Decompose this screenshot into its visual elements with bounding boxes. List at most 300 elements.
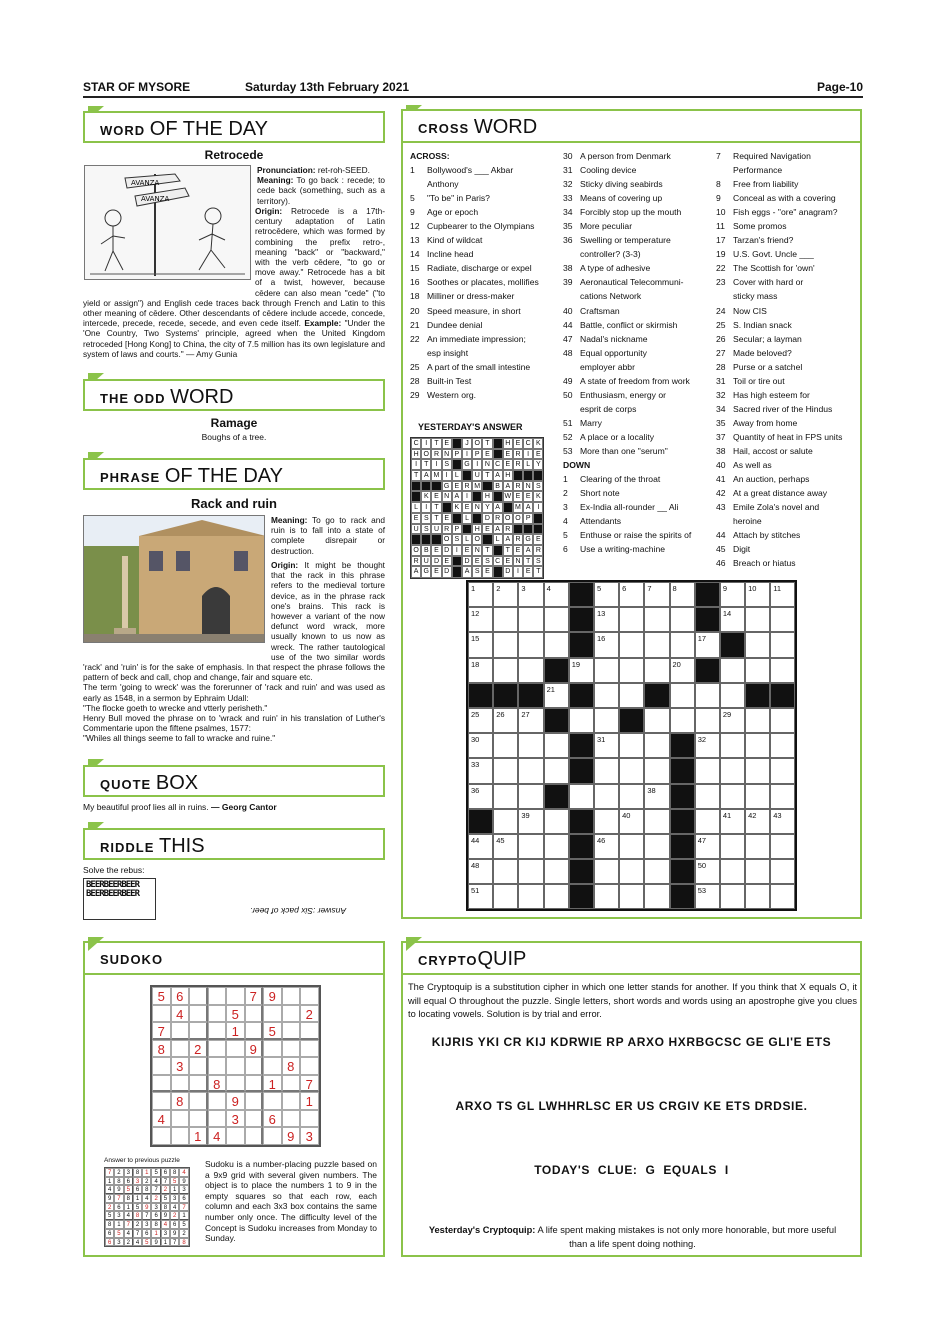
sudoku-cell[interactable] <box>208 1022 227 1040</box>
crossword-cell[interactable] <box>745 809 770 834</box>
black-square <box>569 884 594 909</box>
crossword-cell[interactable] <box>670 708 695 733</box>
crossword-cell[interactable] <box>619 607 644 632</box>
answer-cell: 5 <box>170 1177 179 1186</box>
crossword-cell[interactable] <box>720 784 745 809</box>
crossword-cell[interactable] <box>493 658 518 683</box>
clue-text: Craftsman <box>580 305 620 316</box>
crossword-cell[interactable] <box>720 708 745 733</box>
clue-number: 25 <box>410 361 420 372</box>
clue-number: 2 <box>563 488 568 499</box>
answer-cell: 5 <box>124 1185 133 1194</box>
black-square <box>544 658 569 683</box>
crossword-cell[interactable] <box>594 809 619 834</box>
clue-text: Swelling or temperature <box>580 235 671 246</box>
answer-letter: R <box>513 459 523 470</box>
clue-text: Short note <box>580 488 620 499</box>
sudoku-cell[interactable] <box>282 1075 301 1093</box>
crossword-cell[interactable] <box>770 758 795 783</box>
crossword-cell[interactable] <box>745 658 770 683</box>
cell-number: 53 <box>697 886 707 896</box>
crossword-cell[interactable] <box>619 683 644 708</box>
crossword-cell[interactable] <box>468 632 493 657</box>
crossword-cell[interactable] <box>745 607 770 632</box>
yesterday-cryptoquip-text: A life spent making mistakes is not only more honorable, but more useful than a life spent doing nothing. <box>537 1225 837 1249</box>
sudoku-cell[interactable] <box>245 1092 264 1110</box>
clue-text: Free from liability <box>733 179 799 190</box>
crossword-cell[interactable] <box>770 884 795 909</box>
quote-box-header <box>83 765 385 797</box>
answer-letter: R <box>442 524 452 535</box>
crossword-cell[interactable] <box>544 733 569 758</box>
crossword-cell[interactable] <box>644 607 669 632</box>
crossword-cell[interactable] <box>695 632 720 657</box>
cell-number: 33 <box>471 760 480 770</box>
black-square <box>569 834 594 859</box>
crossword-cell[interactable] <box>670 607 695 632</box>
answer-letter: E <box>482 524 492 535</box>
crossword-cell[interactable] <box>493 809 518 834</box>
clue-row <box>563 289 713 303</box>
sudoku-cell[interactable] <box>208 1057 227 1075</box>
answer-cell: 6 <box>105 1238 114 1247</box>
crossword-cell[interactable] <box>493 784 518 809</box>
meaning-label: Meaning: <box>257 175 294 186</box>
crossword-cell[interactable] <box>695 758 720 783</box>
crossword-cell[interactable] <box>619 658 644 683</box>
clue-text: Enthuse or raise the spirits of <box>580 530 692 541</box>
meaning-label: Meaning: <box>271 515 308 525</box>
sudoku-cell[interactable] <box>263 1092 282 1110</box>
crossword-cell[interactable] <box>644 884 669 909</box>
crossword-cell[interactable] <box>619 859 644 884</box>
sudoku-cell[interactable] <box>282 1022 301 1040</box>
sudoku-cell[interactable] <box>263 1040 282 1058</box>
crossword-cell[interactable] <box>493 632 518 657</box>
clue-text: Toil or tire out <box>733 375 785 386</box>
sudoku-cell[interactable] <box>208 1092 227 1110</box>
crossword-cell[interactable] <box>544 809 569 834</box>
crossword-cell[interactable] <box>569 658 594 683</box>
crossword-cell[interactable] <box>493 834 518 859</box>
clue-text: controller? (3-3) <box>580 249 641 260</box>
crossword-cell[interactable] <box>619 809 644 834</box>
crossword-cell[interactable] <box>770 809 795 834</box>
sudoku-cell[interactable] <box>282 1005 301 1023</box>
crossword-cell[interactable] <box>493 582 518 607</box>
crossword-cell[interactable] <box>695 733 720 758</box>
sudoku-cell[interactable] <box>263 1127 282 1145</box>
crossword-cell[interactable] <box>770 733 795 758</box>
cell-number: 9 <box>722 584 728 593</box>
sudoku-cell[interactable] <box>282 1110 301 1128</box>
answer-letter: L <box>411 502 421 513</box>
clue-row <box>563 542 713 556</box>
crossword-cell[interactable] <box>720 809 745 834</box>
cell-number: 38 <box>647 785 656 795</box>
sudoku-cell[interactable] <box>263 1005 282 1023</box>
crossword-cell[interactable] <box>518 758 543 783</box>
crossword-cell[interactable] <box>644 834 669 859</box>
clue-number: 9 <box>410 207 415 218</box>
sudoku-cell[interactable] <box>171 1022 190 1040</box>
crossword-cell[interactable] <box>720 834 745 859</box>
clue-number: 36 <box>563 235 573 246</box>
phrase-meaning-block <box>271 515 385 556</box>
sudoku-cell[interactable] <box>245 1075 264 1093</box>
answer-letter: J <box>462 438 472 449</box>
down-label: DOWN <box>563 460 591 471</box>
crossword-cell[interactable] <box>745 758 770 783</box>
crossword-cell[interactable] <box>493 859 518 884</box>
clue-row <box>716 177 856 191</box>
crossword-cell[interactable] <box>518 658 543 683</box>
crossword-cell[interactable] <box>493 607 518 632</box>
crossword-grid[interactable] <box>466 580 797 911</box>
crossword-cell[interactable] <box>619 834 644 859</box>
crossword-cell[interactable] <box>518 733 543 758</box>
answer-cell: 6 <box>124 1177 133 1186</box>
crossword-cell[interactable] <box>770 582 795 607</box>
crossword-cell[interactable] <box>770 632 795 657</box>
crossword-cell[interactable] <box>670 683 695 708</box>
sudoku-cell[interactable] <box>208 987 227 1005</box>
crossword-cell[interactable] <box>720 758 745 783</box>
crossword-cell[interactable] <box>594 658 619 683</box>
crossword-cell[interactable] <box>518 632 543 657</box>
clue-text: A type of adhesive <box>580 263 651 274</box>
clue-number: 51 <box>563 417 573 428</box>
crossword-cell[interactable] <box>619 884 644 909</box>
sudoku-cell[interactable] <box>189 1022 208 1040</box>
crossword-cell[interactable] <box>493 708 518 733</box>
sudoku-cell[interactable] <box>171 1127 190 1145</box>
sudoku-cell[interactable] <box>152 1057 171 1075</box>
crossword-cell[interactable] <box>468 582 493 607</box>
crossword-cell[interactable] <box>745 884 770 909</box>
crossword-cell[interactable] <box>770 708 795 733</box>
clue-number: 47 <box>563 333 573 344</box>
sudoku-grid[interactable] <box>150 985 321 1147</box>
sudoku-cell[interactable] <box>300 1057 319 1075</box>
clue-number: 25 <box>716 319 726 330</box>
crossword-cell[interactable] <box>770 834 795 859</box>
crossword-cell[interactable] <box>518 809 543 834</box>
clue-text: Attendants <box>580 516 622 527</box>
crossword-cell[interactable] <box>619 733 644 758</box>
sudoku-cell[interactable] <box>300 1040 319 1058</box>
crossword-cell[interactable] <box>468 859 493 884</box>
crossword-cell[interactable] <box>594 582 619 607</box>
sudoku-cell: 7 <box>300 1075 319 1093</box>
clue-number <box>716 514 733 528</box>
sudoku-cell: 5 <box>152 987 171 1005</box>
sudoku-cell[interactable] <box>226 1057 245 1075</box>
crossword-cell[interactable] <box>695 708 720 733</box>
cell-number: 4 <box>546 584 551 593</box>
crossword-cell[interactable] <box>569 708 594 733</box>
example-text: "Under the 'One Country, Two Systems' principle, agreed when the United Kingdom retroceded [Hong Kong] to China, the city of 7.5 million has its own legislature and system of laws and courts." — Amy Gunia <box>83 318 385 359</box>
crossword-cell[interactable] <box>619 758 644 783</box>
sudoku-cell[interactable] <box>152 1075 171 1093</box>
crossword-cell[interactable] <box>695 683 720 708</box>
sudoku-cell: 1 <box>300 1092 319 1110</box>
clue-row <box>563 275 713 289</box>
sudoku-description: Sudoku is a number-placing puzzle based on a 9x9 grid with several given numbers. The object is to place the numbers 1 to 9 in the empty squares so that each row, each column and each 3x3 box contains the same number only once. The difficulty level of the Concept is Sudoku increases from Monday to Sunday. <box>205 1159 377 1244</box>
crossword-cell[interactable] <box>518 884 543 909</box>
crossword-cell[interactable] <box>468 784 493 809</box>
clue-text: A person from Denmark <box>580 151 671 161</box>
crossword-cell[interactable] <box>745 708 770 733</box>
clue-row <box>563 388 713 402</box>
crossword-cell[interactable] <box>544 834 569 859</box>
sudoku-cell[interactable] <box>152 1005 171 1023</box>
answer-cell: 7 <box>151 1185 160 1194</box>
answer-cell: 1 <box>161 1238 170 1247</box>
sudoku-cell[interactable] <box>245 1110 264 1128</box>
answer-letter: D <box>482 513 492 524</box>
crossword-cell[interactable] <box>644 582 669 607</box>
crossword-cell[interactable] <box>720 582 745 607</box>
sudoku-cell[interactable] <box>300 1110 319 1128</box>
crossword-cell[interactable] <box>695 884 720 909</box>
crossword-cell[interactable] <box>544 758 569 783</box>
crossword-cell[interactable] <box>695 859 720 884</box>
clue-text: Speed measure, in short <box>427 305 521 316</box>
answer-letter: E <box>513 491 523 502</box>
crossword-cell[interactable] <box>544 582 569 607</box>
clue-text: Aeronautical Telecommuni- <box>580 277 684 288</box>
clue-row <box>716 402 856 416</box>
crossword-cell[interactable] <box>518 784 543 809</box>
sudoku-cell[interactable] <box>226 1040 245 1058</box>
crossword-cell[interactable] <box>695 784 720 809</box>
crossword-cell[interactable] <box>670 658 695 683</box>
answer-letter: G <box>421 566 431 578</box>
answer-letter: I <box>523 449 533 460</box>
crossword-cell[interactable] <box>745 733 770 758</box>
crossword-cell[interactable] <box>544 683 569 708</box>
crossword-cell[interactable] <box>720 683 745 708</box>
clue-row <box>410 219 560 233</box>
sudoku-cell[interactable] <box>245 1127 264 1145</box>
crossword-cell[interactable] <box>644 658 669 683</box>
answer-letter: T <box>431 513 441 524</box>
answer-letter: P <box>472 449 482 460</box>
crossword-cell[interactable] <box>544 607 569 632</box>
section-title-small: CROSS <box>418 121 470 136</box>
crossword-cell[interactable] <box>468 658 493 683</box>
black-square <box>493 449 503 460</box>
sudoku-cell[interactable] <box>245 1057 264 1075</box>
sudoku-cell[interactable] <box>152 1127 171 1145</box>
sudoku-cell[interactable] <box>282 987 301 1005</box>
sudoku-cell[interactable] <box>189 987 208 1005</box>
black-square <box>493 545 503 556</box>
answer-cell: 6 <box>133 1185 142 1194</box>
section-title-big: WORD <box>473 116 538 138</box>
sudoku-cell[interactable] <box>226 1075 245 1093</box>
sudoku-cell[interactable] <box>300 1022 319 1040</box>
crossword-cell[interactable] <box>594 834 619 859</box>
answer-letter: E <box>431 491 441 502</box>
answer-cell: 1 <box>124 1203 133 1212</box>
crossword-cell[interactable] <box>544 632 569 657</box>
crossword-cell[interactable] <box>569 784 594 809</box>
crossword-cell[interactable] <box>594 784 619 809</box>
clue-number: 32 <box>563 179 573 190</box>
crossword-cell[interactable] <box>518 607 543 632</box>
sudoku-cell[interactable] <box>189 1075 208 1093</box>
crossword-cell[interactable] <box>518 834 543 859</box>
sudoku-cell[interactable] <box>208 1110 227 1128</box>
sudoku-cell[interactable] <box>171 1075 190 1093</box>
crossword-cell[interactable] <box>745 834 770 859</box>
cell-number: 25 <box>471 709 480 719</box>
sudoku-cell[interactable] <box>263 1057 282 1075</box>
crossword-cell[interactable] <box>695 834 720 859</box>
crossword-cell[interactable] <box>644 632 669 657</box>
black-square <box>472 513 482 524</box>
crossword-cell[interactable] <box>644 708 669 733</box>
crossword-cell[interactable] <box>720 658 745 683</box>
crossword-cell[interactable] <box>720 733 745 758</box>
sudoku-cell[interactable] <box>226 987 245 1005</box>
crossword-cell[interactable] <box>745 632 770 657</box>
answer-letter: A <box>523 545 533 556</box>
crossword-cell[interactable] <box>644 733 669 758</box>
crossword-cell[interactable] <box>594 607 619 632</box>
crossword-cell[interactable] <box>468 758 493 783</box>
sudoku-cell[interactable] <box>226 1127 245 1145</box>
crossword-cell[interactable] <box>594 632 619 657</box>
crossword-cell[interactable] <box>468 834 493 859</box>
crossword-cell[interactable] <box>745 784 770 809</box>
crossword-cell[interactable] <box>493 884 518 909</box>
crossword-cell[interactable] <box>468 607 493 632</box>
clue-number: 29 <box>410 389 420 400</box>
sudoku-cell[interactable] <box>189 1005 208 1023</box>
crossword-cell[interactable] <box>644 784 669 809</box>
black-square <box>619 708 644 733</box>
crossword-cell[interactable] <box>594 758 619 783</box>
clue-row <box>563 486 713 500</box>
sudoku-cell[interactable] <box>208 1040 227 1058</box>
crossword-cell[interactable] <box>644 758 669 783</box>
crossword-cell[interactable] <box>770 607 795 632</box>
crossword-cell[interactable] <box>468 708 493 733</box>
sudoku-cell: 4 <box>152 1110 171 1128</box>
sudoku-cell[interactable] <box>282 1040 301 1058</box>
crossword-cell[interactable] <box>594 859 619 884</box>
sudoku-cell[interactable] <box>300 987 319 1005</box>
clue-text: Equal opportunity <box>580 347 647 358</box>
crossword-cell[interactable] <box>770 859 795 884</box>
answer-letter: A <box>503 534 513 545</box>
crossword-cell[interactable] <box>493 733 518 758</box>
sudoku-cell[interactable] <box>152 1092 171 1110</box>
sudoku-cell[interactable] <box>189 1110 208 1128</box>
todays-clue: TODAY'S CLUE: G EQUALS I <box>534 1163 729 1177</box>
crossword-cell[interactable] <box>594 683 619 708</box>
clue-row <box>716 205 856 219</box>
answer-letter: A <box>493 524 503 535</box>
crossword-cell[interactable] <box>493 758 518 783</box>
sudoku-cell[interactable] <box>189 1092 208 1110</box>
answer-letter: H <box>503 470 513 481</box>
sudoku-cell[interactable] <box>208 1005 227 1023</box>
crossword-cell[interactable] <box>695 809 720 834</box>
crossword-cell[interactable] <box>468 733 493 758</box>
black-square <box>472 491 482 502</box>
crossword-cell[interactable] <box>644 859 669 884</box>
sudoku-cell[interactable] <box>171 1040 190 1058</box>
clue-row <box>563 219 713 233</box>
clue-row <box>716 556 856 570</box>
cryptoquip-header <box>403 943 860 975</box>
answer-cell: 6 <box>161 1168 170 1177</box>
crossword-cell[interactable] <box>745 582 770 607</box>
crossword-header <box>403 111 860 143</box>
crossword-cell[interactable] <box>619 582 644 607</box>
sudoku-cell[interactable] <box>171 1110 190 1128</box>
clue-row <box>563 261 713 275</box>
crossword-cell[interactable] <box>518 708 543 733</box>
crossword-cell[interactable] <box>644 809 669 834</box>
crossword-cell[interactable] <box>745 859 770 884</box>
answer-cell: 7 <box>179 1203 188 1212</box>
crossword-cell[interactable] <box>720 859 745 884</box>
crossword-cell[interactable] <box>619 632 644 657</box>
crossword-cell[interactable] <box>720 884 745 909</box>
crossword-cell[interactable] <box>544 859 569 884</box>
crossword-cell[interactable] <box>518 582 543 607</box>
clue-row <box>563 233 713 247</box>
clue-text: Purse or a satchel <box>733 361 803 372</box>
crossword-cell[interactable] <box>619 784 644 809</box>
crossword-cell[interactable] <box>720 607 745 632</box>
sudoku-cell[interactable] <box>189 1057 208 1075</box>
crossword-cell[interactable] <box>770 784 795 809</box>
clue-number: 24 <box>716 305 726 316</box>
answer-letter: R <box>513 481 523 492</box>
crossword-cell[interactable] <box>594 708 619 733</box>
answer-letter: P <box>452 524 462 535</box>
answer-letter: I <box>472 459 482 470</box>
crossword-cell[interactable] <box>594 733 619 758</box>
black-square <box>513 470 523 481</box>
crossword-cell[interactable] <box>544 884 569 909</box>
answer-cell: 7 <box>114 1194 123 1203</box>
clue-number: 33 <box>563 193 573 204</box>
sudoku-cell[interactable] <box>245 1005 264 1023</box>
cell-number: 44 <box>471 835 480 845</box>
crossword-cell[interactable] <box>594 884 619 909</box>
black-square <box>544 784 569 809</box>
crossword-cell[interactable] <box>518 859 543 884</box>
cell-number: 3 <box>521 584 526 593</box>
crossword-cell[interactable] <box>468 884 493 909</box>
crossword-cell[interactable] <box>770 658 795 683</box>
sudoku-cell[interactable] <box>282 1092 301 1110</box>
answer-cell: 7 <box>170 1238 179 1247</box>
crossword-cell[interactable] <box>670 582 695 607</box>
across-label: ACROSS: <box>410 151 450 161</box>
crossword-cell[interactable] <box>670 632 695 657</box>
clue-row <box>563 444 713 458</box>
cell-number: 43 <box>773 810 782 820</box>
sudoku-cell[interactable] <box>245 1022 264 1040</box>
